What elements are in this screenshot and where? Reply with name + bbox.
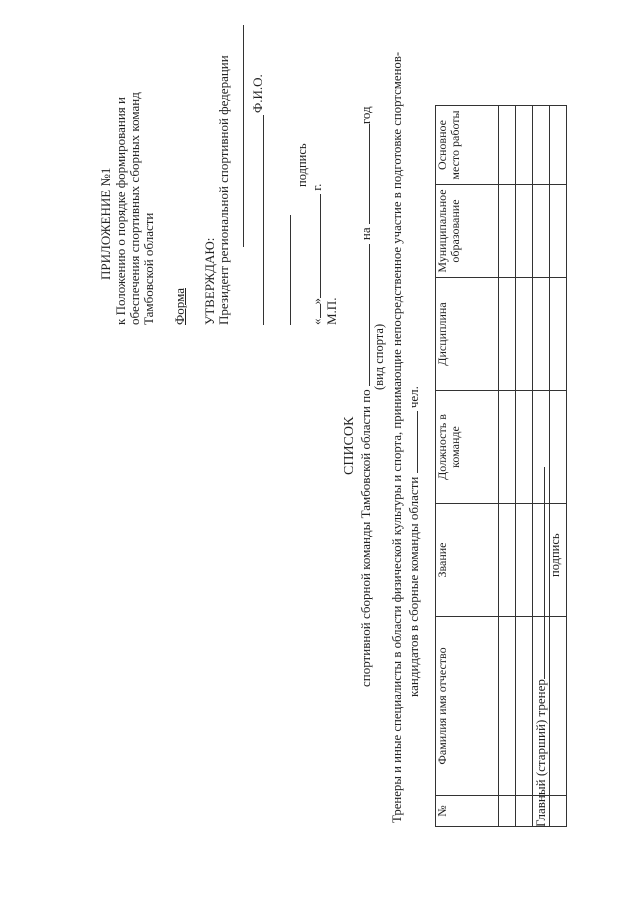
approval-date — [308, 184, 324, 325]
col-discipline: Дисциплина — [436, 278, 499, 391]
approval-position: Президент региональной спортивной федерации — [216, 55, 231, 325]
count-unit: чел. — [406, 386, 421, 409]
sport-blank — [357, 244, 370, 386]
subtitle-year: год — [358, 106, 373, 125]
day-blank — [308, 305, 321, 319]
head-coach-line — [532, 467, 548, 827]
fio-line — [263, 115, 264, 325]
table-row — [499, 106, 516, 827]
approval-heading: УТВЕРЖДАЮ: — [202, 237, 217, 325]
table-row — [550, 106, 567, 827]
head-coach-signature: подпись — [548, 533, 562, 577]
head-coach-blank — [532, 467, 545, 679]
period-blank — [357, 124, 370, 224]
doc-title: СПИСОК — [342, 416, 357, 475]
count-blank — [405, 411, 418, 473]
signature-label: подпись — [295, 143, 309, 187]
sport-hint: (вид спорта) — [372, 323, 386, 390]
col-title: Звание — [436, 504, 499, 617]
col-full-name: Фамилия имя отчество — [436, 617, 499, 796]
table-row — [516, 106, 533, 827]
stamp-label: М.П. — [324, 297, 339, 325]
description-line-2 — [405, 386, 421, 697]
appendix-line-2: обеспечения спортивных сборных команд — [127, 92, 142, 325]
col-workplace: Основное место работы — [436, 106, 499, 185]
head-coach-label: Главный (старший) тренер — [533, 679, 548, 827]
description-line-1: Тренеры и иные специалисты в области физической культуры и спорта, принимающие непосредственное участие в подготовке спортсменов- — [390, 51, 404, 823]
month-blank — [308, 194, 321, 298]
col-number: № — [436, 796, 499, 827]
signature-line — [290, 215, 291, 325]
appendix-line-3: Тамбовской области — [141, 212, 156, 325]
col-team-position: Должность в команде — [436, 391, 499, 504]
date-quote-close: » — [309, 298, 324, 305]
approval-blank-line-1 — [243, 25, 244, 247]
date-quote-open: « — [309, 318, 324, 325]
appendix-line-1: к Положению о порядке формирования и — [113, 97, 128, 325]
fio-label: Ф.И.О. — [250, 74, 265, 113]
appendix-title: ПРИЛОЖЕНИЕ №1 — [98, 167, 113, 280]
form-label: Форма — [172, 288, 187, 325]
subtitle-line — [357, 106, 373, 687]
col-municipality: Муниципальное образование — [436, 185, 499, 278]
subtitle-na: на — [358, 227, 373, 241]
description-text: кандидатов в сборные команды области — [406, 476, 421, 697]
subtitle-prefix: спортивной сборной команды Тамбовской области по — [358, 389, 373, 687]
year-suffix: г. — [309, 183, 324, 191]
table-header-row — [436, 106, 499, 827]
